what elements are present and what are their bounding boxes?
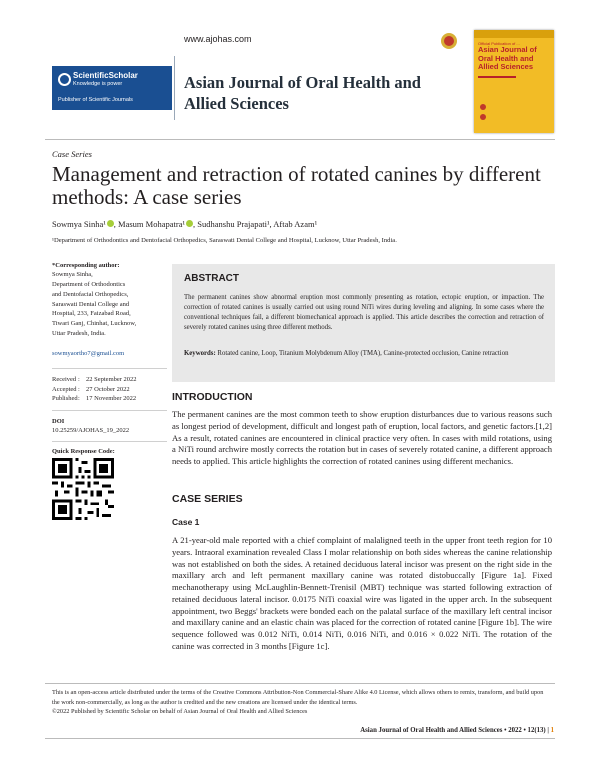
corresponding-author-address	[52, 270, 167, 339]
introduction-heading: INTRODUCTION	[172, 391, 253, 403]
journal-url[interactable]: www.ajohas.com	[184, 34, 252, 44]
address-line: Uttar Pradesh, India.	[52, 330, 106, 338]
author-list	[52, 219, 317, 229]
article-type: Case Series	[52, 149, 92, 159]
date-label: Accepted	[52, 385, 77, 393]
case-series-heading: CASE SERIES	[172, 493, 243, 505]
date-value: 27 October 2022	[86, 385, 130, 393]
sidebar-rule	[52, 368, 167, 369]
cover-divider	[478, 76, 516, 78]
author-separator: ,	[193, 219, 198, 229]
qr-code-icon[interactable]	[52, 458, 114, 520]
doi-label: DOI	[52, 418, 65, 425]
abstract-keywords	[184, 349, 544, 359]
publisher-logo	[52, 66, 172, 110]
cover-emblem-icon	[480, 114, 486, 120]
cover-top-band	[474, 30, 554, 38]
affiliation: ¹Department of Orthodontics and Dentofacial Orthopedics, Saraswati Dental College and Hospital, Lucknow, Uttar Pradesh, India.	[52, 237, 397, 244]
keywords-text: Rotated canine, Loop, Titanium Molybdenum Alloy (TMA), Canine-protected occlusion, Canine retraction	[217, 350, 509, 357]
cover-top-line: Official Publication of ...	[478, 41, 520, 46]
copyright-text: ©2022 Published by Scientific Scholar on behalf of Asian Journal of Oral Health and Allied Sciences	[52, 708, 308, 715]
address-line: Hospital, 233, Faizabad Road,	[52, 310, 131, 318]
publisher-line: Publisher of Scientific Journals	[58, 97, 133, 103]
address-line: Sowmya Sinha,	[52, 271, 93, 278]
keywords-label: Keywords:	[184, 350, 216, 357]
publisher-name: ScientificScholar	[73, 71, 138, 80]
page-number: 1	[550, 727, 554, 734]
date-value: 22 September 2022	[86, 376, 137, 383]
publisher-tagline: Knowledge is power	[73, 81, 123, 87]
journal-cover	[474, 30, 554, 133]
date-value: 17 November 2022	[86, 395, 137, 403]
address-line: Department of Orthodontics	[52, 280, 126, 288]
case1-text: A 21-year-old male reported with a chief complaint of malaligned teeth in the upper front teeth region for 10 years. Intraoral examination revealed Class I molar relationship on both sides whereas the canine relationship was not established on both the sides. A retained deciduous lateral incisor was present on the right side in the maxillary arch and left permanent maxillary canine was rotated distobuccally [Figure 1a]. Fixed mechanotherapy using McLaughlin-Bennett-Trenisil (MBT) technique was started following extraction of retained deciduous lateral incisor. 0.0175 NiTi coaxial wire was ligated in the upper arch. In the subsequent appointment, two Beggs' brackets were bonded each on the palatal surface of the maxillary left central incisor and maxillary canine and an elastic chain was placed for the correction of rotated canine [Figure 1b]. The wire sequence followed was 0.012 NiTi, 0.014 NiTi, 0.016 NiTi, and 0.016 × 0.022 NiTi. The rotation of the canine was corrected in 3 months [Figure 1c].	[172, 535, 552, 651]
qr-label: Quick Response Code:	[52, 448, 115, 455]
running-footer	[300, 727, 554, 734]
header-divider	[174, 56, 175, 120]
introduction-text: The permanent canines are the most common teeth to show eruption disturbances due to various reasons such as longest period of development, difficult and longest path of eruption, local factors, and genetic factors.[1,2] As a result, rotated canines are encountered in clinical practice very often. In cases with mild rotations, using a NiTi round archwire mostly corrects the rotation but in cases of severely rotated canine, a different approach needs to applied. This article highlights the correction of rotated canines using different mechanics.	[172, 409, 552, 466]
date-row-accepted: Accepted : 27 October 2022	[52, 385, 130, 393]
orcid-icon[interactable]	[107, 220, 114, 227]
date-row-received: Received : 22 September 2022	[52, 376, 137, 383]
corresponding-author-label: *Corresponding author:	[52, 262, 120, 269]
article-title: Management and retraction of rotated canines by different methods: A case series	[52, 162, 541, 209]
author-name[interactable]: Masum Mohapatra¹	[118, 219, 186, 229]
sidebar-rule	[52, 441, 167, 442]
date-row-published: Published : 17 November 2022	[52, 395, 137, 403]
cover-title: Asian Journal of Oral Health and Allied Sciences	[478, 45, 537, 71]
scholar-logo-icon	[58, 73, 71, 86]
case1-heading: Case 1	[172, 517, 200, 527]
abstract-box	[172, 264, 555, 382]
date-label: Published	[52, 395, 78, 403]
address-line: Tiwari Ganj, Chinhat, Lucknow,	[52, 320, 137, 328]
cover-emblem-icon	[480, 104, 486, 110]
abstract-text: The permanent canines show abnormal eruption most commonly presenting as rotation, ectopic eruption, or impaction. The correction of rotated canines is usually carried out using round NiTi wires during leveling and aligning. In some cases where the conventional techniques fail, a different biomechanical approach is applied. This article describes the correction and retraction of severely rotated canines using three different methods.	[184, 294, 544, 331]
access-badge-icon	[441, 33, 457, 49]
header-rule	[45, 139, 555, 140]
sidebar-rule	[52, 410, 167, 411]
author-name[interactable]: Sowmya Sinha¹	[52, 219, 106, 229]
article-dates	[52, 375, 172, 404]
author-separator: ,	[269, 219, 274, 229]
author-separator: ,	[113, 219, 119, 229]
abstract-heading: ABSTRACT	[184, 273, 239, 284]
license-text: This is an open-access article distributed under the terms of the Creative Commons Attribution-Non Commercial-Share Alike 4.0 License, which allows others to remix, transform, and build upon the work non-commercially, as long as the author is credited and the new creations are licensed under the identical terms.	[52, 689, 544, 706]
corresponding-email-link[interactable]: sowmyaortho7@gmail.com	[52, 350, 125, 357]
address-line: Saraswati Dental College and	[52, 300, 130, 308]
orcid-icon[interactable]	[186, 220, 193, 227]
doi-link[interactable]: 10.25259/AJOHAS_19_2022	[52, 427, 130, 434]
running-head: Asian Journal of Oral Health and Allied Sciences • 2022 • 12(13) |	[360, 727, 549, 734]
journal-title: Asian Journal of Oral Health and Allied Sciences	[184, 73, 421, 113]
address-line: and Dentofacial Orthopedics,	[52, 290, 129, 298]
date-label: Received	[52, 376, 77, 383]
license-note	[52, 688, 552, 717]
bottom-rule	[45, 738, 555, 739]
footer-rule	[45, 683, 555, 684]
author-name[interactable]: Sudhanshu Prajapati¹	[197, 219, 270, 229]
author-name[interactable]: Aftab Azam¹	[273, 219, 318, 229]
